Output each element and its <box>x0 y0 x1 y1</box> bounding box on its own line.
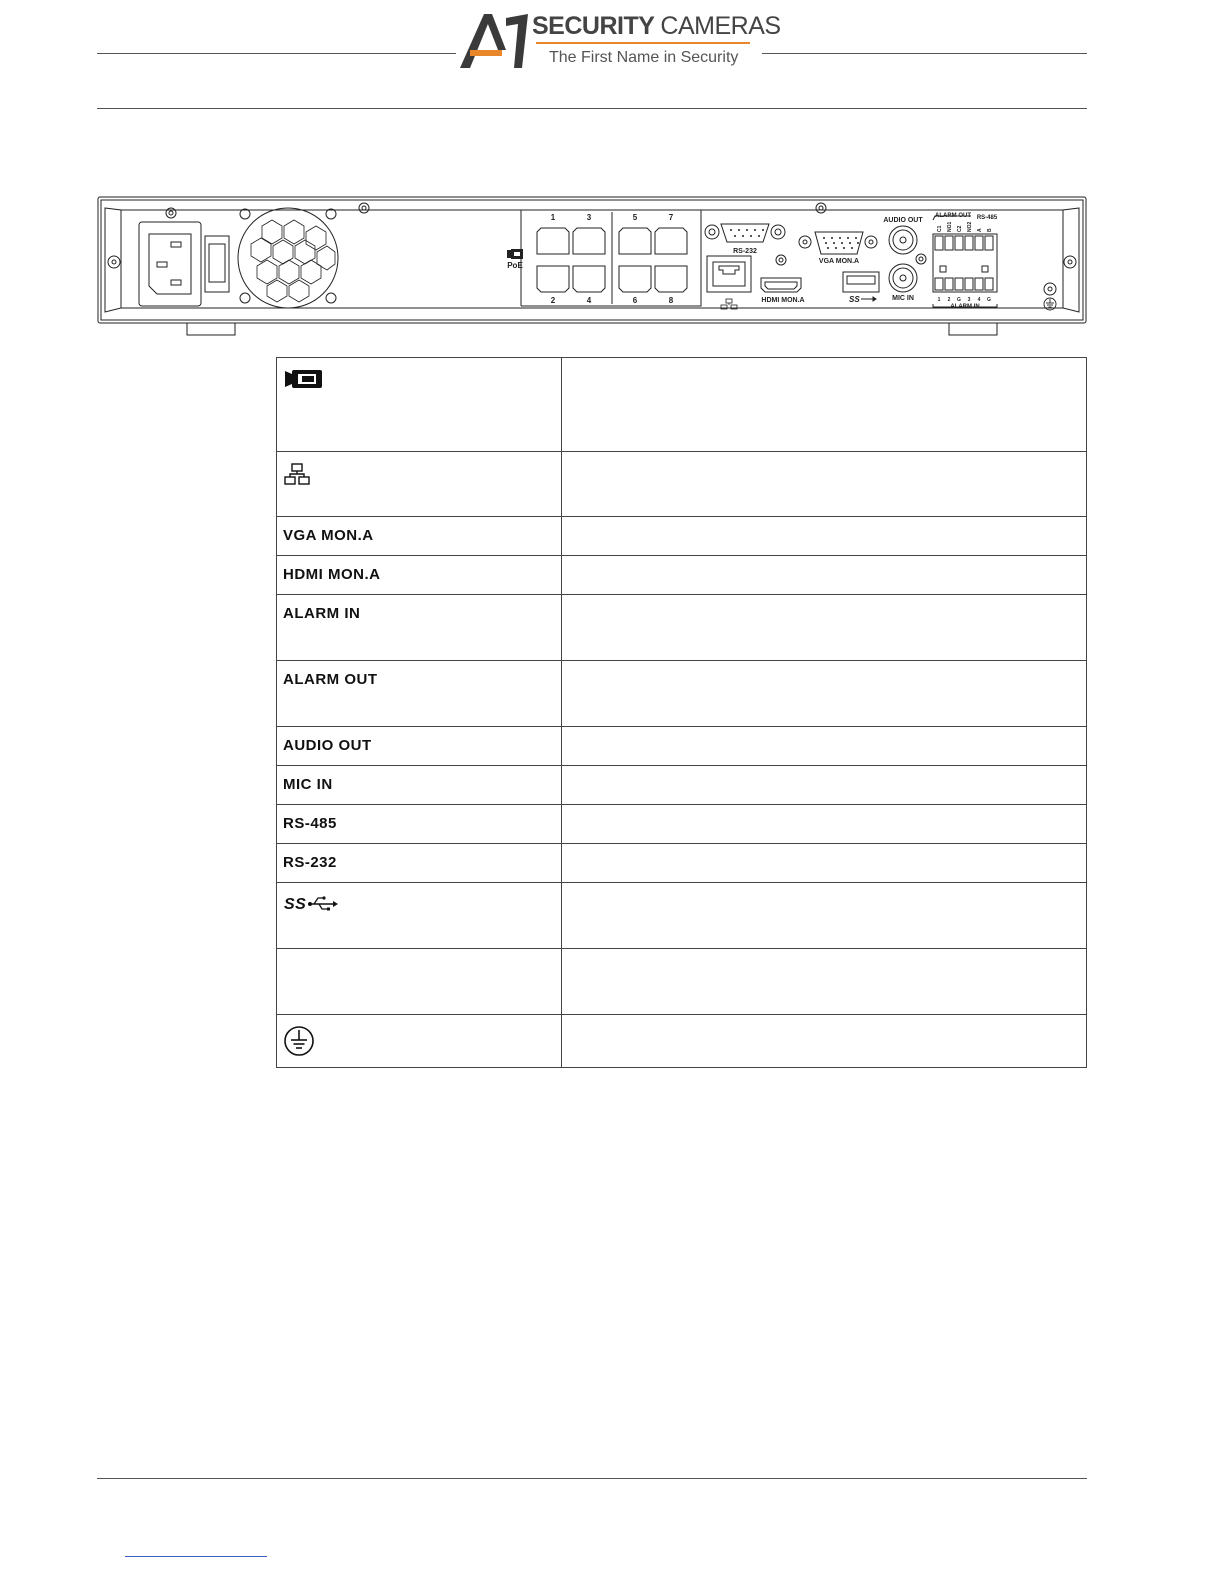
alarm-out-pin: NO1 <box>947 221 953 232</box>
hdmi-port <box>761 278 801 292</box>
alarm-in-pin: G <box>957 297 961 303</box>
rs485-label: RS-485 <box>976 215 998 221</box>
port-label: 1 <box>550 213 556 222</box>
header-rule-left <box>97 53 457 54</box>
table-row <box>277 517 1087 556</box>
port-description <box>562 844 1087 883</box>
tagline: The First Name in Security <box>549 49 739 66</box>
alarm-in-pin: 2 <box>947 297 951 303</box>
brand-thin: CAMERAS <box>660 12 781 40</box>
audio-out-jack <box>889 226 917 254</box>
lan-port <box>707 256 751 292</box>
mic-in-jack <box>889 264 917 292</box>
alarm-out-pin: A <box>977 228 983 232</box>
port-label: 7 <box>668 213 674 222</box>
usb3-icon <box>849 295 876 304</box>
table-row <box>277 949 1087 1015</box>
table-row <box>277 556 1087 595</box>
alarm-out-pin: C1 <box>937 225 943 232</box>
table-row <box>277 661 1087 727</box>
poe-label: PoE <box>507 261 523 270</box>
table-row <box>277 358 1087 452</box>
rs232-label: RS-232 <box>733 248 757 255</box>
port-description <box>562 883 1087 949</box>
alarm-in-pin: 3 <box>967 297 971 303</box>
footer-link-underline[interactable] <box>125 1556 267 1557</box>
screw-icon <box>359 203 369 213</box>
port-description <box>562 1015 1087 1068</box>
screw-icon <box>816 203 826 213</box>
page-header <box>0 0 1224 112</box>
usb3-icon <box>283 893 339 915</box>
port-description <box>562 949 1087 1015</box>
alarm-in-pin: G <box>987 297 991 303</box>
table-row <box>277 452 1087 517</box>
port-name <box>277 949 562 1015</box>
port-name: AUDIO OUT <box>277 727 562 766</box>
port-name-cell <box>277 1015 562 1068</box>
power-switch <box>205 236 229 292</box>
port-description <box>562 358 1087 452</box>
port-label: 5 <box>632 213 638 222</box>
port-name: ALARM OUT <box>277 661 562 727</box>
alarm-in-label: ALARM IN <box>950 304 980 310</box>
screw-icon <box>1064 256 1076 268</box>
port-name: MIC IN <box>277 766 562 805</box>
brand-bold: SECURITY <box>532 12 654 40</box>
port-description <box>562 805 1087 844</box>
table-row <box>277 883 1087 949</box>
table-row <box>277 766 1087 805</box>
poe-ports <box>521 210 701 306</box>
brand-underline <box>536 42 750 44</box>
hdmi-label: HDMI MON.A <box>761 297 805 304</box>
alarm-in-pin: 1 <box>937 297 941 303</box>
alarm-out-pin: C2 <box>957 225 963 232</box>
port-name: VGA MON.A <box>277 517 562 556</box>
brand-name <box>532 12 781 41</box>
nvr-rear-panel <box>97 196 1089 338</box>
port-label: 8 <box>668 296 674 305</box>
fan-grille-icon <box>238 208 338 308</box>
port-name: RS-232 <box>277 844 562 883</box>
table-row <box>277 844 1087 883</box>
network-icon <box>283 462 311 486</box>
alarm-in-pin: 4 <box>977 297 981 303</box>
table-row <box>277 805 1087 844</box>
power-inlet <box>139 222 201 306</box>
port-description <box>562 556 1087 595</box>
poe-icon <box>283 368 325 390</box>
table-row <box>277 595 1087 661</box>
port-description <box>562 727 1087 766</box>
port-name: ALARM IN <box>277 595 562 661</box>
table-row <box>277 1015 1087 1068</box>
header-rule-bottom <box>97 108 1087 109</box>
alarm-out-pin: B <box>987 228 993 232</box>
footer-rule <box>97 1478 1087 1479</box>
port-label: 2 <box>550 296 556 305</box>
alarm-out-pin: NO2 <box>967 221 973 232</box>
rs232-port <box>705 224 785 242</box>
alarm-out-label: ALARM OUT <box>935 213 971 219</box>
mic-in-label: MIC IN <box>892 295 914 302</box>
port-name-cell <box>277 452 562 517</box>
port-description <box>562 517 1087 556</box>
port-description <box>562 452 1087 517</box>
vga-label: VGA MON.A <box>818 258 860 265</box>
port-label: 4 <box>586 296 592 305</box>
port-label: 3 <box>586 213 592 222</box>
port-description-table <box>276 357 1087 1068</box>
screw-icon <box>776 255 786 265</box>
ground-icon <box>283 1025 315 1057</box>
port-description <box>562 595 1087 661</box>
screw-icon <box>916 254 926 264</box>
table-row <box>277 727 1087 766</box>
usb-port <box>843 272 879 292</box>
port-name: HDMI MON.A <box>277 556 562 595</box>
header-rule-right <box>752 53 1087 54</box>
foot-right <box>949 323 997 335</box>
svg-text:SS: SS <box>284 896 307 913</box>
port-name-cell <box>277 883 562 949</box>
port-description <box>562 766 1087 805</box>
screw-icon <box>1044 283 1056 295</box>
port-description <box>562 661 1087 727</box>
port-name: RS-485 <box>277 805 562 844</box>
port-name-cell <box>277 358 562 452</box>
poe-icon <box>507 249 523 259</box>
audio-out-label: AUDIO OUT <box>883 217 923 224</box>
svg-text:SS: SS <box>849 295 860 304</box>
foot-left <box>187 323 235 335</box>
vga-port <box>799 232 877 254</box>
screw-icon <box>108 256 120 268</box>
port-label: 6 <box>632 296 638 305</box>
